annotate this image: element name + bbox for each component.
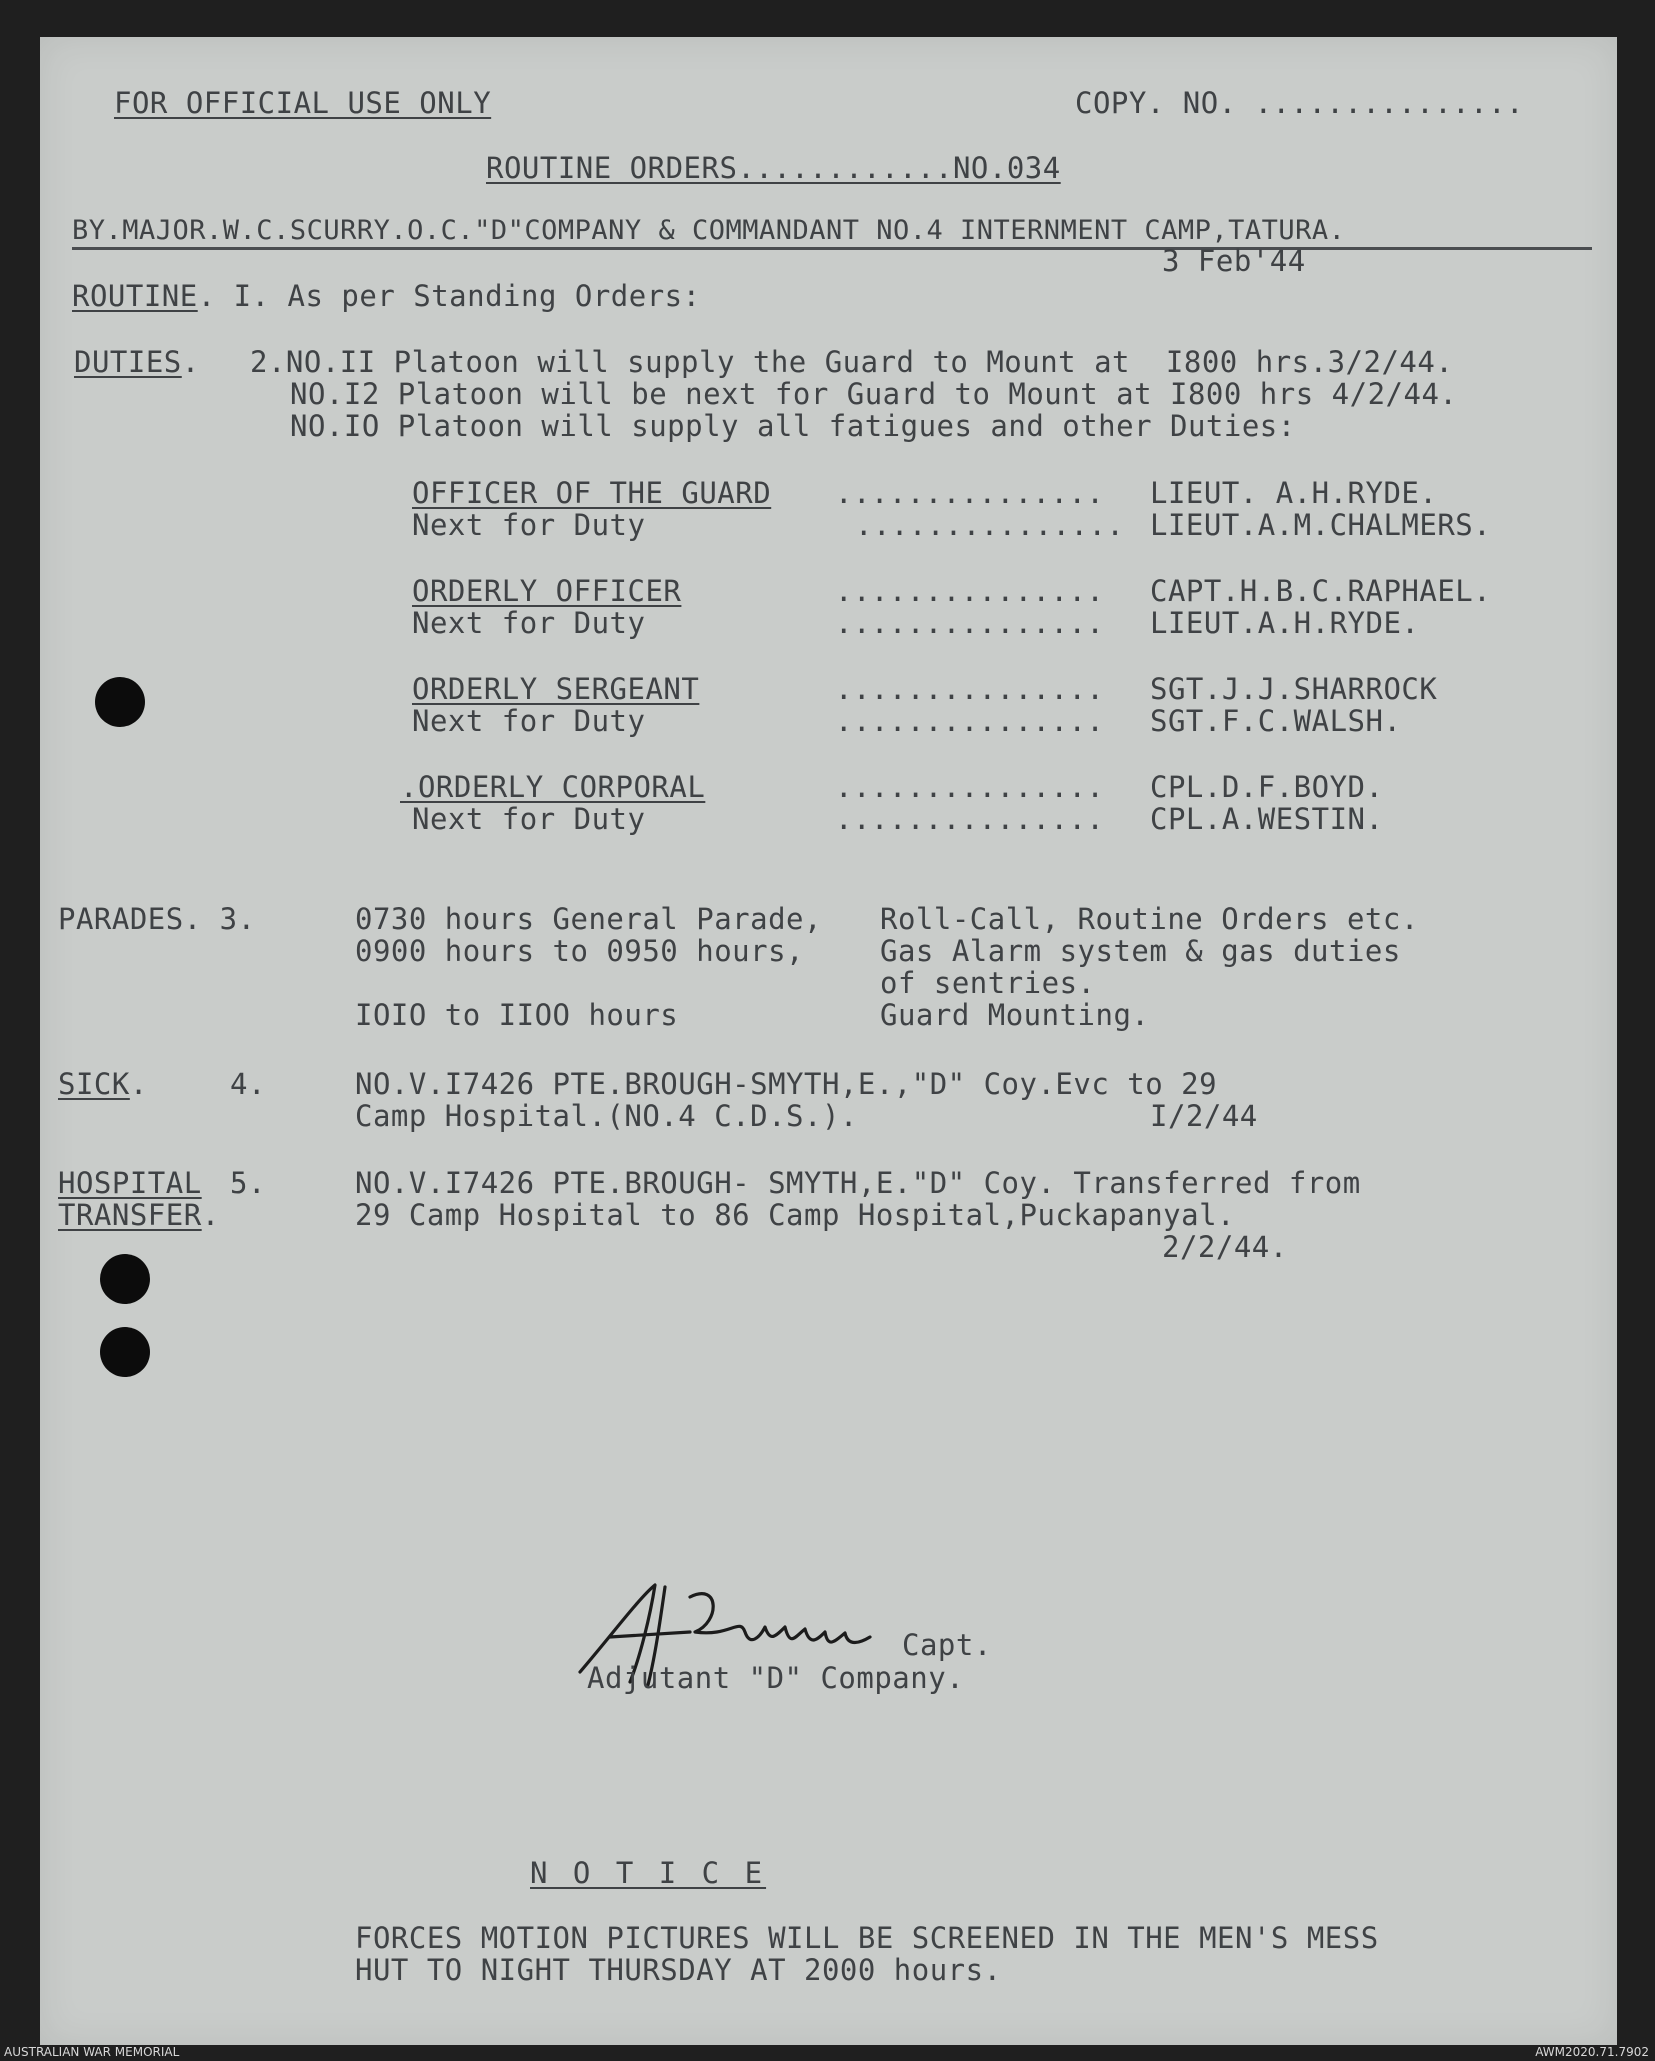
header-rule bbox=[72, 247, 1592, 250]
parade-time: 0900 hours to 0950 hours, bbox=[355, 934, 804, 968]
archive-reference: AWM2020.71.7902 bbox=[1535, 2045, 1649, 2059]
roster-role: ORDERLY OFFICER bbox=[412, 574, 682, 608]
roster-dots: ............... bbox=[835, 802, 1105, 836]
roster-name: CPL.A.WESTIN. bbox=[1150, 802, 1384, 836]
roster-role: OFFICER OF THE GUARD bbox=[412, 476, 772, 510]
document-sheet bbox=[40, 37, 1617, 2045]
parade-time: 0730 hours General Parade, bbox=[355, 902, 822, 936]
hospital-date: 2/2/44. bbox=[1162, 1230, 1288, 1264]
notice-line-2: HUT TO NIGHT THURSDAY AT 2000 hours. bbox=[355, 1953, 1002, 1987]
roster-name: LIEUT.A.H.RYDE. bbox=[1150, 606, 1420, 640]
hospital-line-2: 29 Camp Hospital to 86 Camp Hospital,Puckapanyal. bbox=[355, 1198, 1236, 1232]
issuing-authority: BY.MAJOR.W.C.SCURRY.O.C."D"COMPANY & COMMANDANT NO.4 INTERNMENT CAMP,TATURA. bbox=[72, 215, 1346, 246]
hospital-label: HOSPITAL bbox=[58, 1166, 202, 1200]
roster-role: Next for Duty bbox=[412, 606, 646, 640]
notice-heading: N O T I C E bbox=[530, 1856, 767, 1890]
transfer-label-text: TRANSFER bbox=[58, 1198, 202, 1232]
roster-name: CAPT.H.B.C.RAPHAEL. bbox=[1150, 574, 1492, 608]
routine-section bbox=[72, 280, 701, 312]
roster-dots: ............... bbox=[835, 770, 1105, 804]
roster-name: SGT.J.J.SHARROCK bbox=[1150, 672, 1438, 706]
signatory-rank: Capt. bbox=[902, 1628, 992, 1662]
hospital-line-1: NO.V.I7426 PTE.BROUGH- SMYTH,E."D" Coy. Transferred from bbox=[355, 1166, 1361, 1200]
roster-dots: ............... bbox=[835, 672, 1105, 706]
hospital-number: 5. bbox=[230, 1166, 266, 1200]
notice-line-1: FORCES MOTION PICTURES WILL BE SCREENED IN THE MEN'S MESS bbox=[355, 1921, 1379, 1955]
routine-label: ROUTINE bbox=[72, 279, 198, 313]
parades-label: PARADES. 3. bbox=[58, 902, 256, 936]
sick-line-1: NO.V.I7426 PTE.BROUGH-SMYTH,E.,"D" Coy.Evc to 29 bbox=[355, 1067, 1218, 1101]
roster-dots: ............... bbox=[835, 704, 1105, 738]
signatory-title: Adjutant "D" Company. bbox=[587, 1661, 965, 1695]
duties-line-1: 2.NO.II Platoon will supply the Guard to Mount at I800 hrs.3/2/44. bbox=[250, 345, 1454, 379]
sick-date: I/2/44 bbox=[1150, 1099, 1258, 1133]
sick-line-2: Camp Hospital.(NO.4 C.D.S.). bbox=[355, 1099, 858, 1133]
routine-text: . I. As per Standing Orders: bbox=[197, 279, 701, 313]
parade-activity: Guard Mounting. bbox=[880, 998, 1150, 1032]
roster-name: SGT.F.C.WALSH. bbox=[1150, 704, 1402, 738]
roster-name: CPL.D.F.BOYD. bbox=[1150, 770, 1384, 804]
roster-dots: ............... bbox=[855, 508, 1125, 542]
sick-label: SICK. bbox=[58, 1067, 148, 1101]
roster-dots: ............... bbox=[835, 476, 1105, 510]
roster-role: Next for Duty bbox=[412, 802, 646, 836]
punch-hole bbox=[100, 1327, 150, 1377]
parade-activity: Roll-Call, Routine Orders etc. bbox=[880, 902, 1419, 936]
archive-credit: AUSTRALIAN WAR MEMORIAL bbox=[4, 2045, 180, 2059]
roster-role: .ORDERLY CORPORAL bbox=[400, 770, 706, 804]
roster-name: LIEUT.A.M.CHALMERS. bbox=[1150, 508, 1492, 542]
parade-activity: of sentries. bbox=[880, 966, 1096, 1000]
sick-label-text: SICK bbox=[58, 1067, 130, 1101]
official-use-label: FOR OFFICIAL USE ONLY bbox=[114, 86, 492, 120]
duties-line-2: NO.I2 Platoon will be next for Guard to Mount at I800 hrs 4/2/44. bbox=[290, 377, 1458, 411]
punch-hole bbox=[95, 677, 145, 727]
roster-name: LIEUT. A.H.RYDE. bbox=[1150, 476, 1438, 510]
roster-role: Next for Duty bbox=[412, 508, 646, 542]
transfer-label: TRANSFER. bbox=[58, 1198, 220, 1232]
duties-label: DUTIES. bbox=[60, 346, 200, 378]
parade-time: IOIO to IIOO hours bbox=[355, 998, 679, 1032]
duties-line-3: NO.IO Platoon will supply all fatigues and other Duties: bbox=[290, 409, 1296, 443]
document-title: ROUTINE ORDERS............NO.034 bbox=[486, 151, 1061, 185]
punch-hole bbox=[100, 1254, 150, 1304]
roster-role: ORDERLY SERGEANT bbox=[412, 672, 700, 706]
sick-number: 4. bbox=[230, 1067, 266, 1101]
parade-activity: Gas Alarm system & gas duties bbox=[880, 934, 1401, 968]
order-date: 3 Feb'44 bbox=[1162, 244, 1306, 278]
copy-number: COPY. NO. ............... bbox=[1075, 86, 1524, 120]
roster-role: Next for Duty bbox=[412, 704, 646, 738]
roster-dots: ............... bbox=[835, 606, 1105, 640]
duties-label-text: DUTIES bbox=[74, 345, 182, 379]
roster-dots: ............... bbox=[835, 574, 1105, 608]
